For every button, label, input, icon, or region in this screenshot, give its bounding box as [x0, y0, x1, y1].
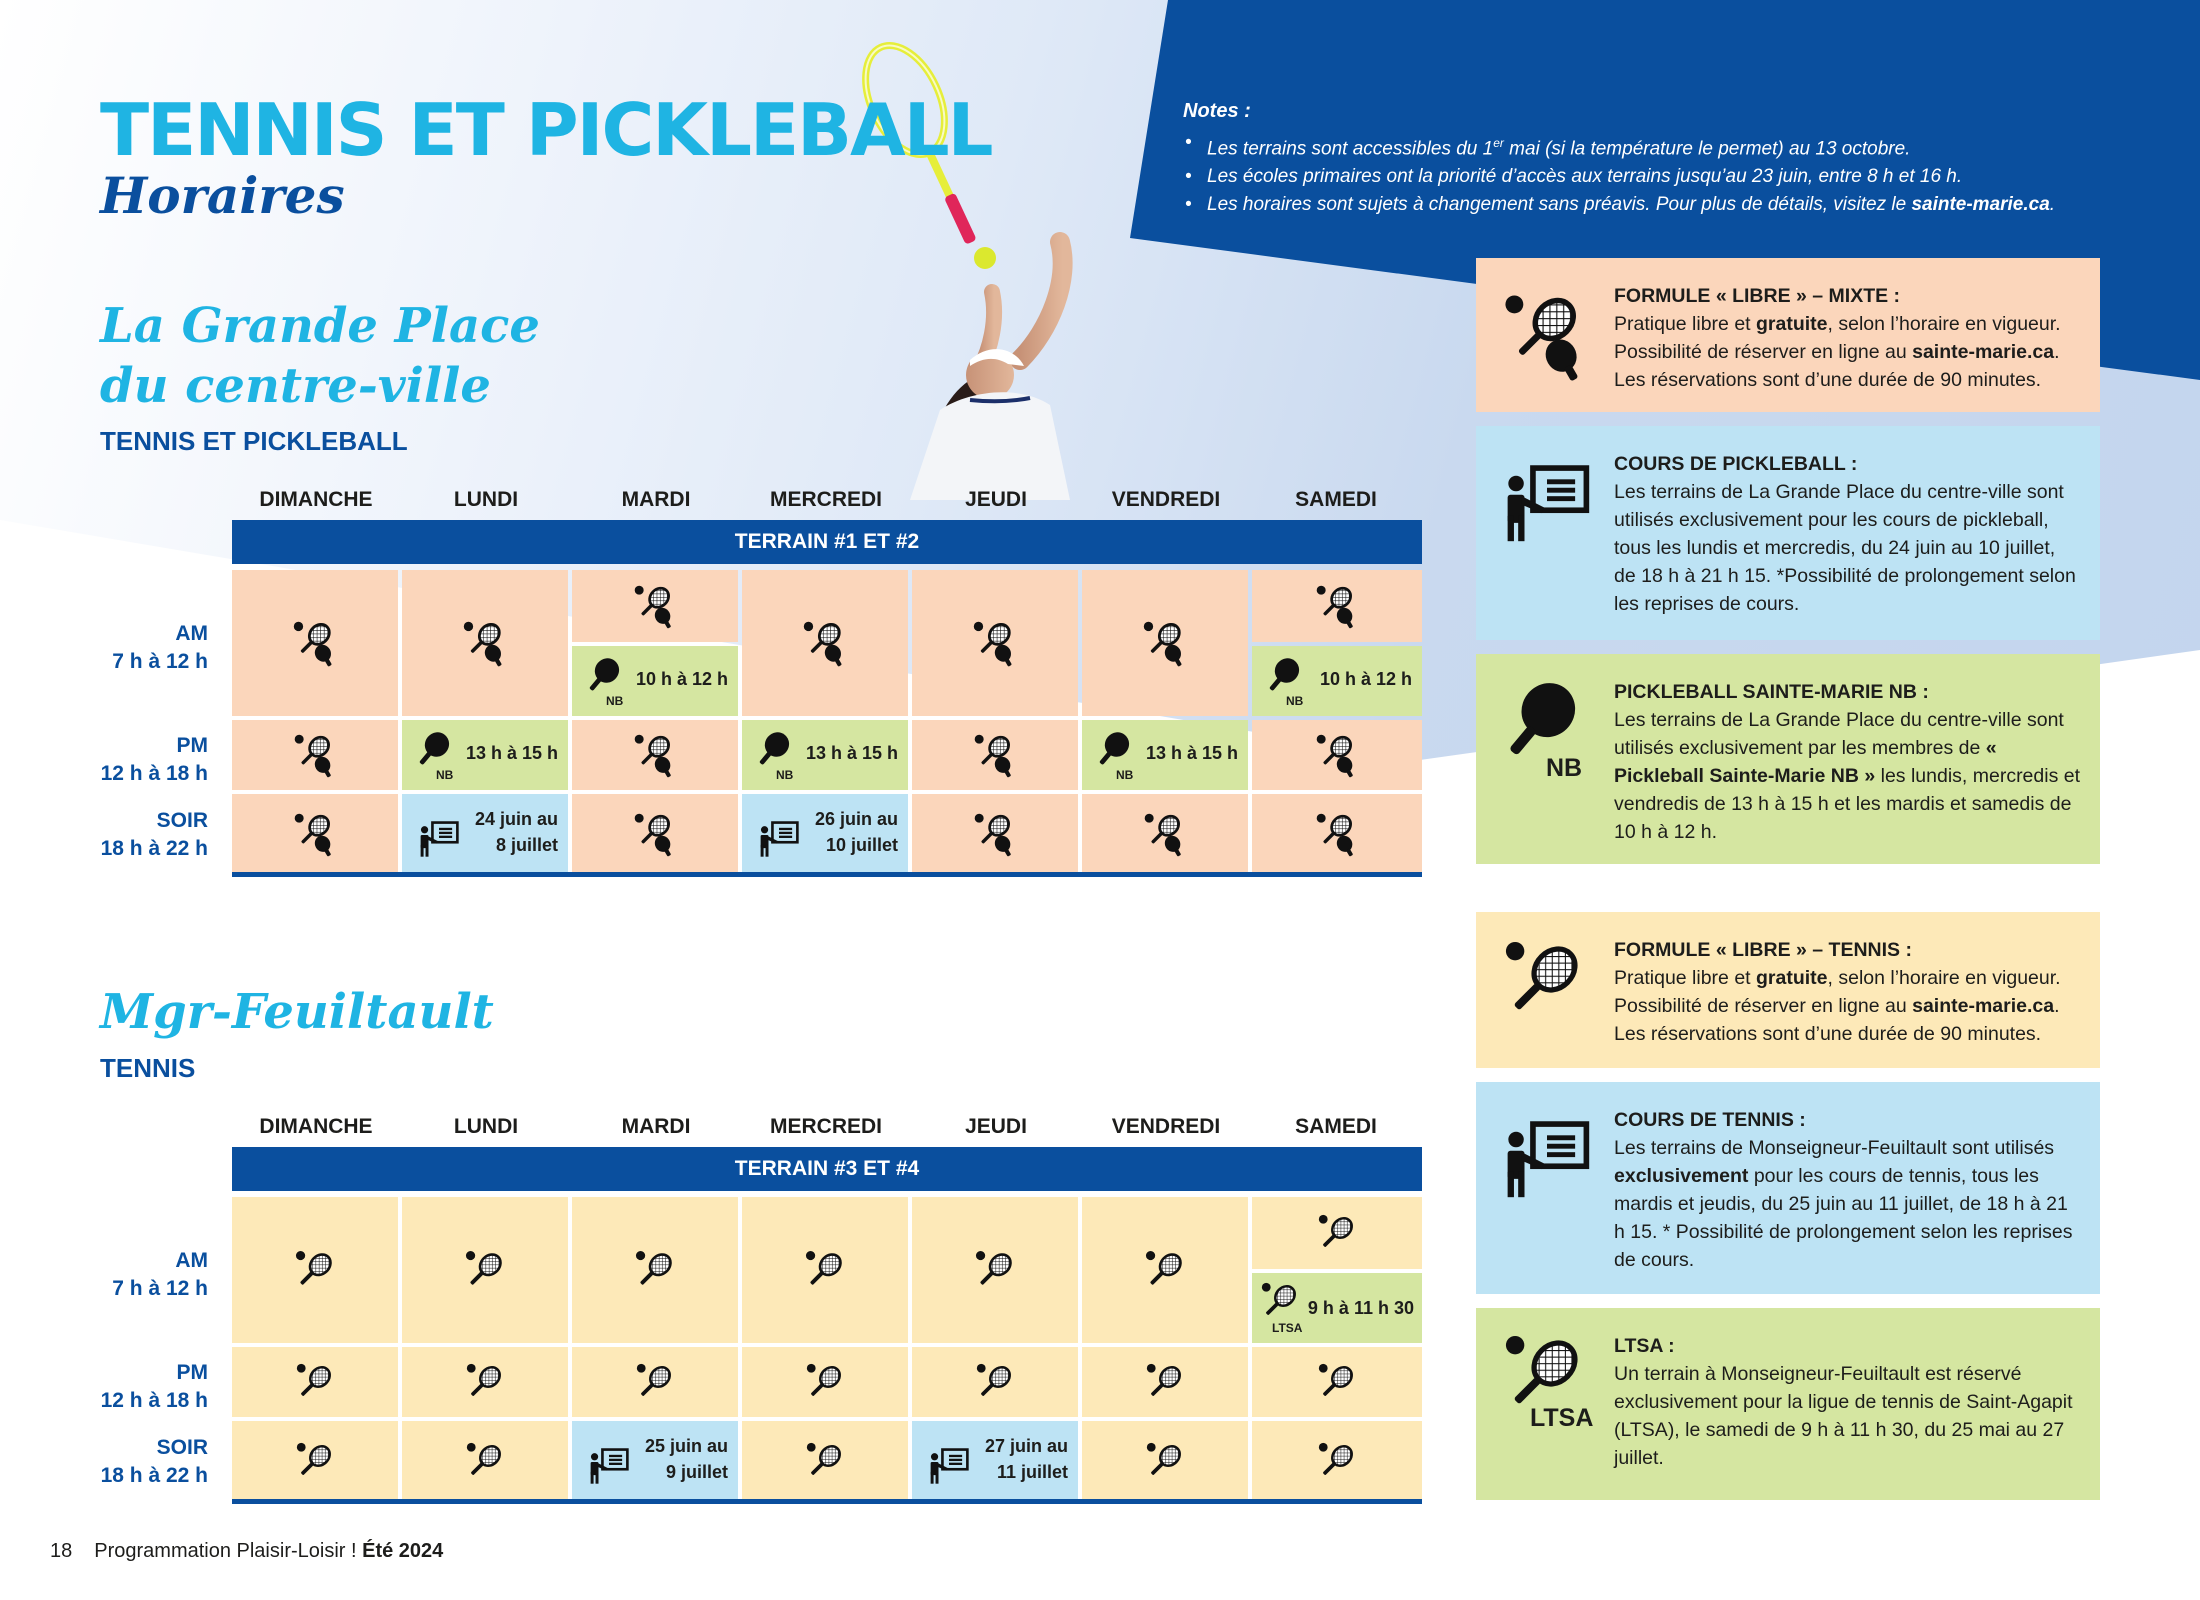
slot-tennis[interactable] [232, 1347, 398, 1417]
tennis-icon [464, 1249, 506, 1291]
day-header-dimanche: DIMANCHE [259, 1115, 373, 1138]
tennis-icon [975, 1362, 1015, 1402]
legend-fragment: Possibilité de réserver en ligne au [1614, 341, 1913, 363]
legend-cours-pickleball [1476, 426, 2100, 640]
venue1-title-line: du centre-ville [100, 358, 491, 414]
slot-tennis[interactable] [742, 1197, 908, 1343]
table-bottom-rule [232, 872, 1422, 877]
slot-pickleball-nb[interactable] [742, 720, 908, 790]
slot-date-range [645, 1433, 728, 1485]
course-icon [1502, 1110, 1592, 1200]
legend-title: FORMULE « LIBRE » – TENNIS : [1614, 939, 1912, 961]
page-footer [50, 1540, 443, 1563]
publication-name: Programmation Plaisir-Loisir ! [94, 1540, 363, 1562]
legend-fragment: , selon l’horaire en vigueur. [1827, 967, 2061, 989]
slot-tennis[interactable] [572, 1347, 738, 1417]
legend-fragment: Pratique libre et [1614, 967, 1756, 989]
tennis-icon [634, 1249, 676, 1291]
legend-line [1614, 310, 2082, 338]
legend-fragment: les lundis, mercredis et vendredis de 13 h à 15 h et les mardis et samedis de 10 h à 12 h. [1614, 765, 2081, 843]
note-text: mai (si la température le permet) au 13 octobre. [1503, 138, 1911, 160]
period-label-soir [60, 1434, 208, 1490]
period-name: SOIR [156, 1436, 208, 1459]
period-hours: 7 h à 12 h [112, 650, 208, 673]
slot-date-line: 9 juillet [665, 1462, 728, 1482]
day-header-lundi: LUNDI [453, 1115, 519, 1138]
slot-pickleball-nb[interactable] [402, 720, 568, 790]
slot-cours-tennis[interactable] [572, 1421, 738, 1501]
legend-emphasis: gratuite [1756, 967, 1828, 989]
slot-tennis[interactable] [1082, 1197, 1248, 1343]
slot-date-line: 24 juin au [474, 809, 558, 829]
slot-tennis[interactable] [742, 1421, 908, 1501]
season-label: Été 2024 [362, 1540, 444, 1562]
legend-line [1614, 338, 2082, 366]
slot-mixte[interactable] [232, 720, 398, 790]
day-header-jeudi: JEUDI [965, 488, 1027, 511]
paddle-icon [1266, 656, 1304, 694]
legend-fragment: Possibilité de réserver en ligne au [1614, 995, 1913, 1017]
legend-text [1614, 1332, 2082, 1472]
day-header-jeudi: JEUDI [965, 1115, 1027, 1138]
day-header-mardi: MARDI [621, 488, 691, 511]
tennis-icon [465, 1362, 505, 1402]
course-icon [926, 1443, 972, 1485]
mixte-icon [802, 618, 848, 668]
slot-cours-tennis[interactable] [912, 1421, 1078, 1501]
legend-line: Les réservations sont d’une durée de 90 minutes. [1614, 369, 2042, 391]
slot-date-line: 10 juillet [825, 835, 898, 855]
day-header-samedi: SAMEDI [1295, 488, 1377, 511]
slot-pickleball-nb[interactable] [1252, 646, 1422, 716]
tennis-icon [1260, 1281, 1300, 1321]
legend-fragment: pour les cours de tennis, tous les mardis et jeudis, du 25 juin au 11 juillet, de 18 h à 21 h 15. * Possibilité de prolongement selon les reprises de cours. [1614, 1165, 2073, 1271]
slot-date-line: 25 juin au [644, 1436, 728, 1456]
paddle-icon [586, 656, 624, 694]
mixte-icon [633, 731, 677, 779]
legend-emphasis: exclusivement [1614, 1165, 1749, 1187]
slot-mixte[interactable] [572, 720, 738, 790]
slot-mixte[interactable] [232, 794, 398, 874]
legend-title: LTSA : [1614, 1335, 1675, 1357]
slot-mixte[interactable] [1252, 794, 1422, 874]
period-name: PM [176, 734, 208, 757]
nb-tag: NB [606, 694, 624, 708]
slot-date-line: 27 juin au [984, 1436, 1068, 1456]
legend-body: Un terrain à Monseigneur-Feuiltault est réservé exclusivement pour la ligue de tennis de Saint-Agapit (LTSA), le samedi de 9 h à 11 h 30, du 25 mai au 27 juillet. [1614, 1363, 2073, 1469]
note-text: Les écoles primaires ont la priorité d’accès aux terrains jusqu’au 23 juin, entre 8 h et 16 h. [1207, 166, 1963, 188]
notes-panel [1183, 100, 2183, 219]
slot-mixte[interactable] [1082, 794, 1248, 874]
slot-date-range [985, 1433, 1068, 1485]
legend-body [1614, 706, 2082, 846]
legend-emphasis: gratuite [1756, 313, 1828, 335]
legend-line [1614, 964, 2082, 992]
slot-tennis[interactable] [1252, 1197, 1422, 1269]
venue2-sports: TENNIS [100, 1053, 196, 1083]
venue1-schedule [0, 488, 1430, 878]
day-header-dimanche: DIMANCHE [259, 488, 373, 511]
slot-tennis[interactable] [1252, 1421, 1422, 1501]
slot-date-range [475, 806, 558, 858]
slot-tennis[interactable] [1252, 1347, 1422, 1417]
slot-time: 10 h à 12 h [635, 669, 728, 689]
note-item [1183, 163, 2183, 191]
period-label-pm [60, 1359, 208, 1415]
nb-tag: NB [1546, 754, 1583, 782]
slot-time: 13 h à 15 h [805, 743, 898, 763]
legend-title: PICKLEBALL SAINTE-MARIE NB : [1614, 681, 1929, 703]
tennis-icon [805, 1362, 845, 1402]
slot-tennis[interactable] [232, 1197, 398, 1343]
legend-fragment: Les terrains de Monseigneur-Feuiltault sont utilisés [1614, 1137, 2055, 1159]
page-number: 18 [50, 1540, 73, 1562]
page-subtitle: Horaires [100, 166, 345, 225]
slot-mixte[interactable] [572, 570, 738, 642]
day-header-lundi: LUNDI [453, 488, 519, 511]
slot-mixte[interactable] [572, 794, 738, 874]
tennis-icon [804, 1249, 846, 1291]
slot-cours-pickleball[interactable] [402, 794, 568, 874]
venue2-title: Mgr-Feuiltault [100, 984, 494, 1040]
slot-mixte[interactable] [232, 570, 398, 716]
slot-time: 13 h à 15 h [465, 743, 558, 763]
paddle-icon [1502, 678, 1586, 762]
slot-mixte[interactable] [912, 570, 1078, 716]
period-label-soir [60, 807, 208, 863]
slot-date-line: 11 juillet [996, 1462, 1068, 1482]
slot-cours-pickleball[interactable] [742, 794, 908, 874]
legend-cours-tennis [1476, 1082, 2100, 1294]
course-icon [756, 816, 802, 858]
note-item [1183, 129, 2183, 163]
nb-tag: NB [1116, 768, 1134, 782]
slot-tennis[interactable] [402, 1421, 568, 1501]
tennis-icon [1145, 1441, 1185, 1481]
venue1-title [100, 296, 540, 416]
mixte-icon [1315, 731, 1359, 779]
nb-tag: NB [436, 768, 454, 782]
tennis-icon [1502, 938, 1586, 1022]
day-header-vendredi: VENDREDI [1111, 488, 1221, 511]
day-header-mardi: MARDI [621, 1115, 691, 1138]
note-superscript: er [1493, 136, 1504, 150]
course-icon [1502, 454, 1592, 544]
slot-tennis[interactable] [572, 1197, 738, 1343]
slot-pickleball-nb[interactable] [572, 646, 738, 716]
legend-text [1614, 282, 2082, 394]
legend-fragment: . [2054, 995, 2060, 1017]
tennis-icon [1317, 1213, 1357, 1253]
ltsa-tag: LTSA [1530, 1404, 1594, 1432]
paddle-icon [1096, 730, 1134, 768]
note-text: Les horaires sont sujets à changement sans préavis. Pour plus de détails, visitez le [1207, 194, 1912, 216]
website-link[interactable]: sainte-marie.ca [1912, 341, 2055, 363]
period-hours: 12 h à 18 h [100, 762, 208, 785]
legend-text [1614, 936, 2082, 1048]
slot-tennis[interactable] [912, 1197, 1078, 1343]
period-label-am [60, 620, 208, 676]
period-label-am [60, 1247, 208, 1303]
venue2-schedule [0, 1115, 1430, 1505]
course-icon [586, 1443, 632, 1485]
terrain-bar: TERRAIN #3 ET #4 [232, 1147, 1422, 1191]
tennis-icon [465, 1441, 505, 1481]
slot-mixte[interactable] [1252, 570, 1422, 642]
page-title: TENNIS ET PICKLEBALL [100, 88, 992, 172]
mixte-icon [292, 618, 338, 668]
tennis-icon [635, 1362, 675, 1402]
mixte-icon [1142, 618, 1188, 668]
slot-tennis[interactable] [402, 1347, 568, 1417]
notes-list [1183, 129, 2183, 219]
slot-time: 9 h à 11 h 30 [1307, 1298, 1414, 1318]
mixte-icon [1315, 582, 1359, 630]
slot-mixte[interactable] [1082, 570, 1248, 716]
venue1-title-line: La Grande Place [100, 298, 540, 354]
tennis-icon [1144, 1249, 1186, 1291]
slot-tennis[interactable] [1082, 1347, 1248, 1417]
mixte-icon [1315, 810, 1359, 858]
day-header-mercredi: MERCREDI [769, 1115, 882, 1138]
mixte-icon [633, 582, 677, 630]
period-hours: 18 h à 22 h [100, 1464, 208, 1487]
slot-date-line: 8 juillet [495, 835, 558, 855]
legend-body: Les terrains de La Grande Place du centre-ville sont utilisés exclusivement pour les cours de pickleball, tous les lundis et mercredis, du 24 juin au 10 juillet, de 18 h à 21 h 15. *Possibilité de prolongement selon les reprises de cours. [1614, 481, 2076, 615]
venue1-sports: TENNIS ET PICKLEBALL [100, 426, 408, 456]
table-bottom-rule [232, 1499, 1422, 1504]
period-name: AM [175, 622, 208, 645]
legend-text [1614, 1106, 2082, 1274]
slot-time: 10 h à 12 h [1319, 669, 1412, 689]
tennis-icon [1317, 1362, 1357, 1402]
notes-title: Notes : [1183, 100, 1251, 122]
mixte-icon [973, 731, 1017, 779]
mixte-icon [293, 731, 337, 779]
legend-fragment: . [2054, 341, 2060, 363]
legend-pickleball-nb [1476, 654, 2100, 864]
slot-tennis[interactable] [742, 1347, 908, 1417]
mixte-icon [1143, 810, 1187, 858]
legend-libre-tennis [1476, 912, 2100, 1068]
day-header-samedi: SAMEDI [1295, 1115, 1377, 1138]
legend-body [1614, 1134, 2082, 1274]
note-item [1183, 191, 2183, 219]
legend-fragment: Pratique libre et [1614, 313, 1756, 335]
paddle-icon [416, 730, 454, 768]
period-name: AM [175, 1249, 208, 1272]
slot-date-line: 26 juin au [814, 809, 898, 829]
slot-mixte[interactable] [742, 570, 908, 716]
mixte-icon [1502, 282, 1590, 390]
ltsa-tag: LTSA [1272, 1321, 1303, 1335]
period-hours: 7 h à 12 h [112, 1277, 208, 1300]
website-link[interactable]: sainte-marie.ca [1911, 194, 2050, 216]
website-link[interactable]: sainte-marie.ca [1912, 995, 2055, 1017]
mixte-icon [462, 618, 508, 668]
tennis-icon [295, 1441, 335, 1481]
legend-fragment: Les terrains de La Grande Place du centre-ville sont utilisés exclusivement par les membres de [1614, 709, 2064, 759]
slot-tennis[interactable] [1082, 1421, 1248, 1501]
paddle-icon [756, 730, 794, 768]
slot-mixte[interactable] [912, 720, 1078, 790]
legend-text [1614, 678, 2082, 846]
period-label-pm [60, 732, 208, 788]
period-hours: 12 h à 18 h [100, 1389, 208, 1412]
mixte-icon [973, 810, 1017, 858]
legend-title: COURS DE PICKLEBALL : [1614, 453, 1858, 475]
period-name: PM [176, 1361, 208, 1384]
slot-time: 13 h à 15 h [1145, 743, 1238, 763]
nb-tag: NB [1286, 694, 1304, 708]
day-header-mercredi: MERCREDI [769, 488, 882, 511]
legend-ltsa [1476, 1308, 2100, 1500]
slot-pickleball-nb[interactable] [1082, 720, 1248, 790]
nb-tag: NB [776, 768, 794, 782]
note-text: Les terrains sont accessibles du 1 [1207, 138, 1494, 160]
legend-libre-mixte [1476, 258, 2100, 412]
legend-fragment: , selon l’horaire en vigueur. [1827, 313, 2061, 335]
tennis-icon [295, 1362, 335, 1402]
legend-line: Les réservations sont d’une durée de 90 minutes. [1614, 1023, 2042, 1045]
slot-tennis[interactable] [912, 1347, 1078, 1417]
slot-ltsa[interactable] [1252, 1273, 1422, 1343]
slot-tennis[interactable] [402, 1197, 568, 1343]
mixte-icon [633, 810, 677, 858]
legend-line [1614, 992, 2082, 1020]
tennis-icon [974, 1249, 1016, 1291]
tennis-icon [1317, 1441, 1357, 1481]
mixte-icon [972, 618, 1018, 668]
tennis-icon [1145, 1362, 1185, 1402]
legend-title: COURS DE TENNIS : [1614, 1109, 1806, 1131]
slot-mixte[interactable] [402, 570, 568, 716]
period-name: SOIR [156, 809, 208, 832]
slot-mixte[interactable] [912, 794, 1078, 874]
note-text: . [2049, 194, 2056, 216]
legend-emphasis: « Pickleball Sainte-Marie NB » [1614, 737, 1997, 787]
period-hours: 18 h à 22 h [100, 837, 208, 860]
legend-text [1614, 450, 2082, 618]
terrain-bar: TERRAIN #1 ET #2 [232, 520, 1422, 564]
course-icon [416, 816, 462, 858]
slot-date-range [815, 806, 898, 858]
slot-mixte[interactable] [1252, 720, 1422, 790]
mixte-icon [293, 810, 337, 858]
tennis-icon [805, 1441, 845, 1481]
legend-title: FORMULE « LIBRE » – MIXTE : [1614, 285, 1901, 307]
day-header-vendredi: VENDREDI [1111, 1115, 1221, 1138]
slot-tennis[interactable] [232, 1421, 398, 1501]
tennis-icon [294, 1249, 336, 1291]
